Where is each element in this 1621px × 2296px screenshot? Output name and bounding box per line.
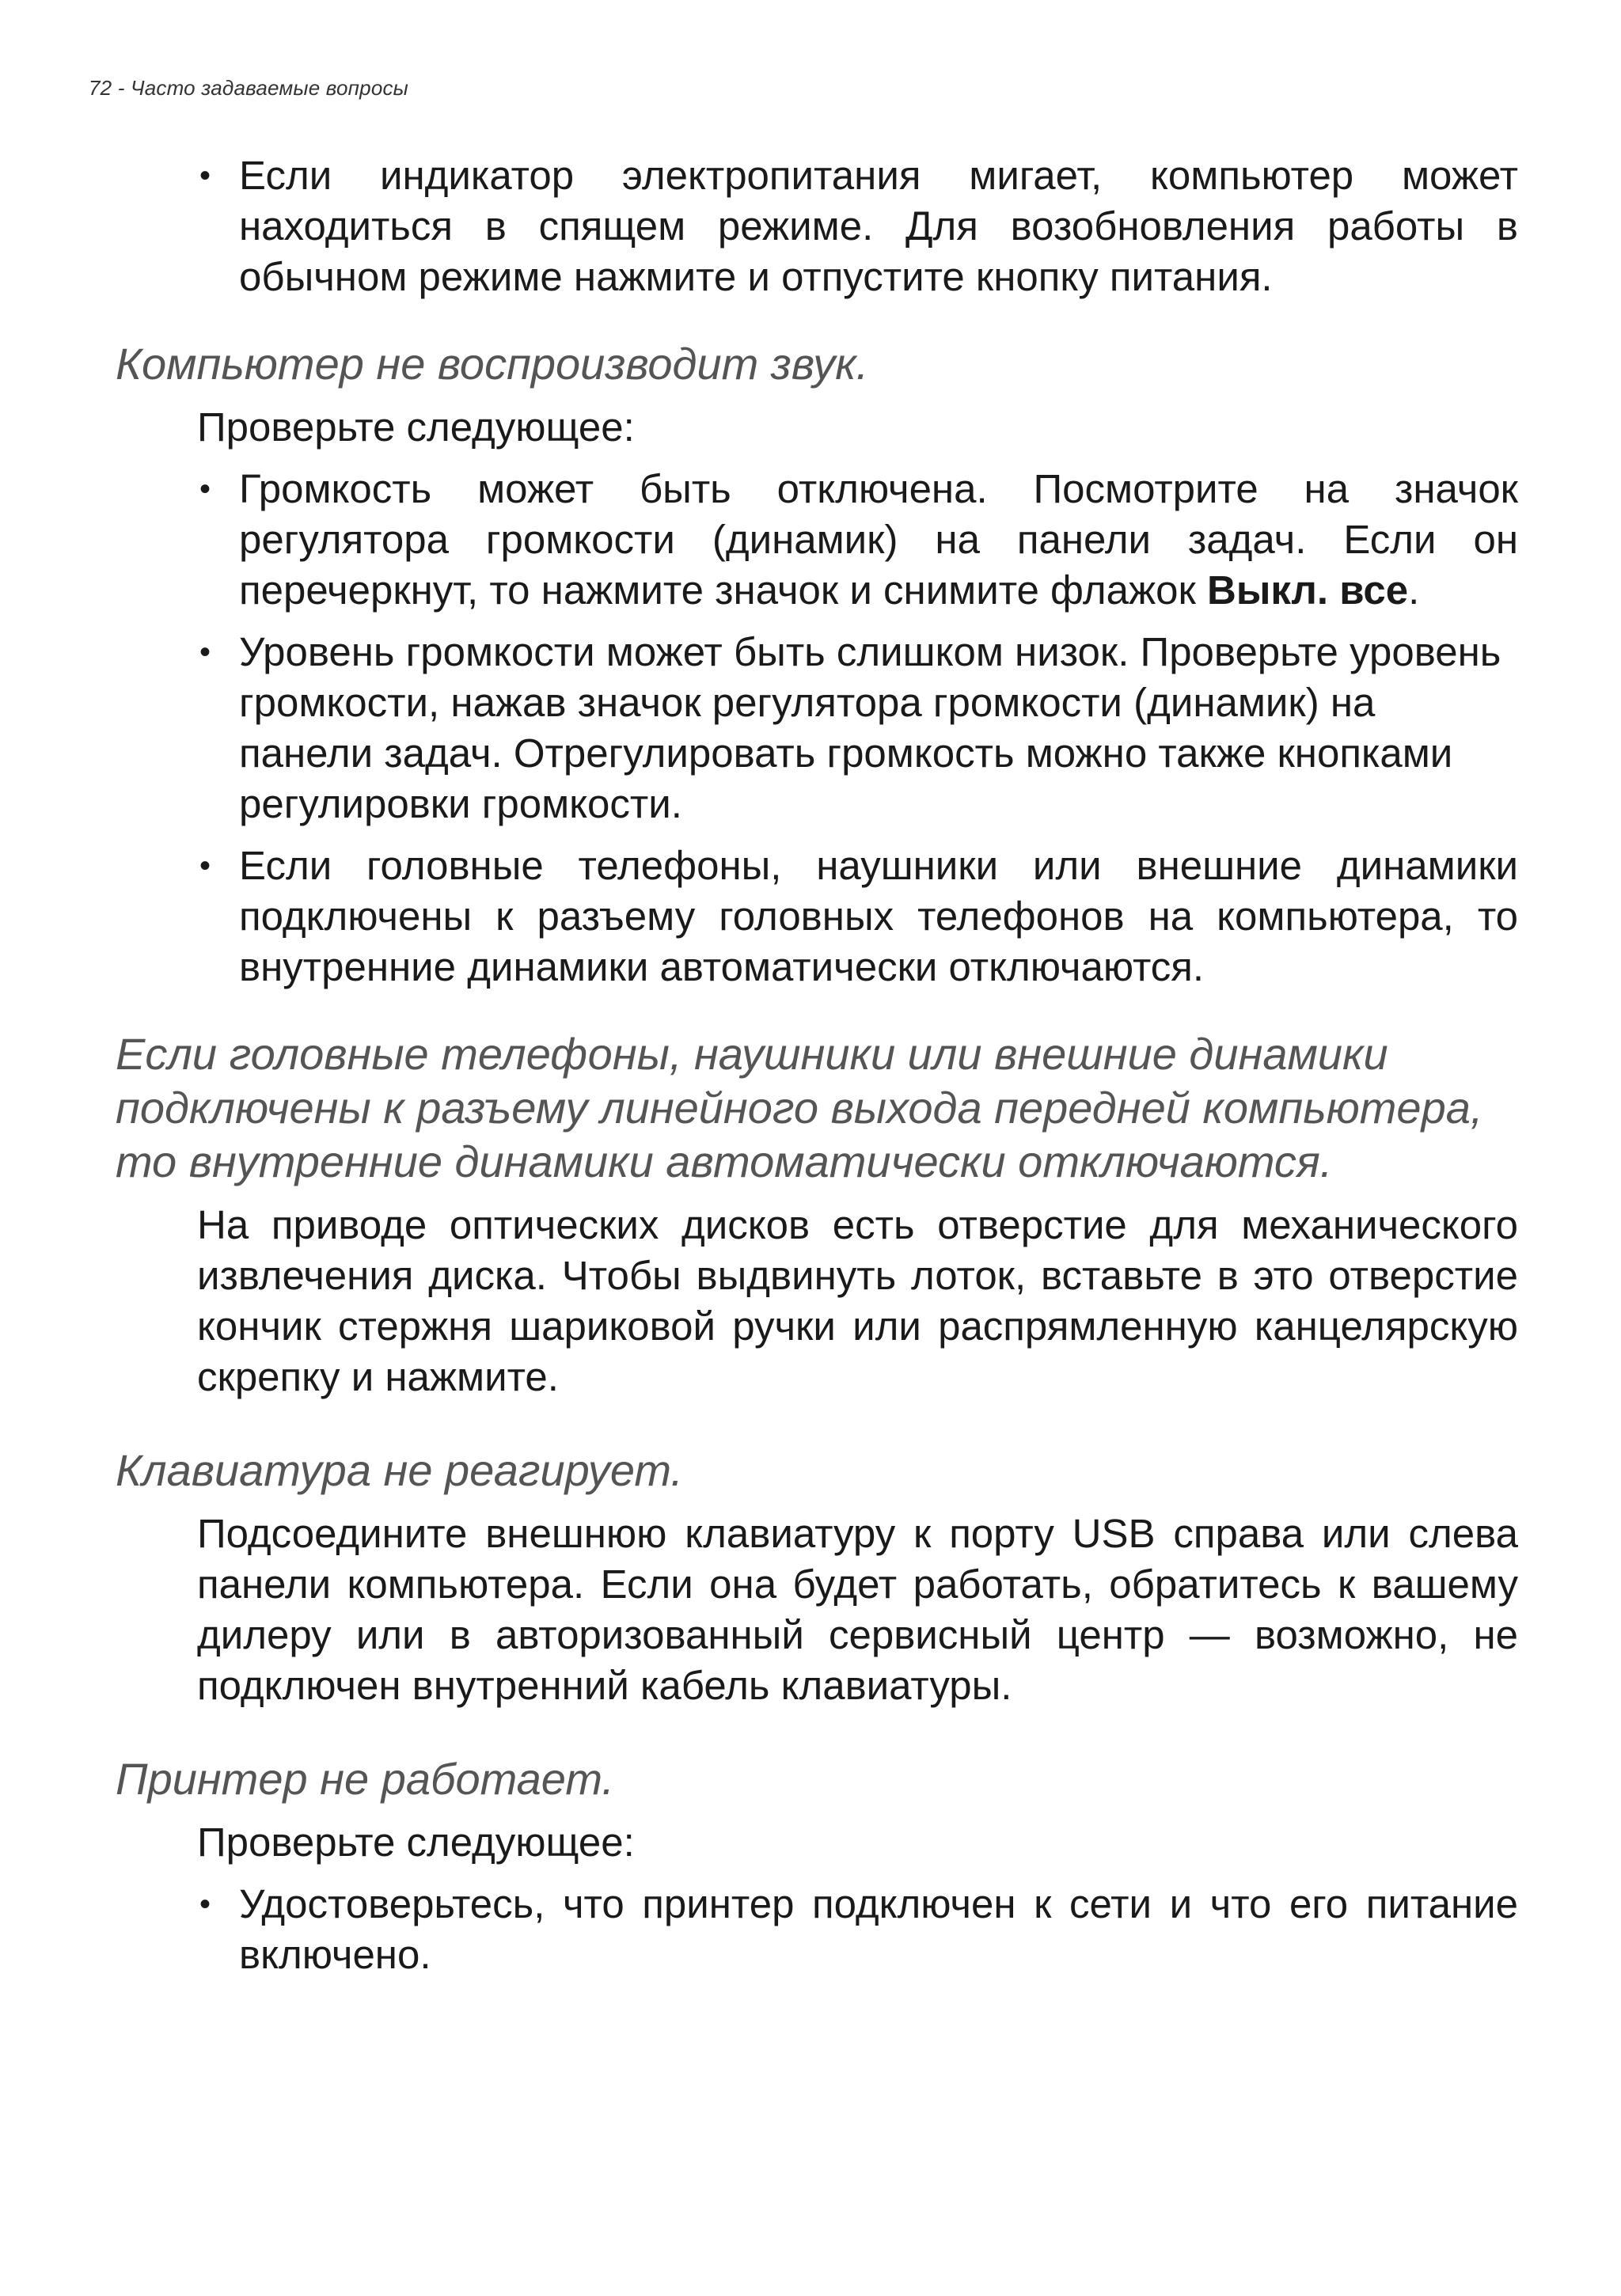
section-heading-printer: Принтер не работает. bbox=[116, 1754, 614, 1804]
section-body-text: Подсоедините внешнюю клавиатуру к порту USB справа или слева панели компьютера. Если она будет работать, обратитесь к вашему дилеру или в авторизованный сервисный центр — возможно, не подключен внутренний кабель клавиатуры. bbox=[197, 1511, 1518, 1708]
page-content bbox=[0, 150, 1621, 1980]
section-heading-no-sound: Компьютер не воспроизводит звук. bbox=[116, 339, 869, 389]
bullet-icon: • bbox=[199, 158, 211, 193]
section-lead-text: Проверьте следующее: bbox=[197, 404, 635, 450]
intro-bullet-list bbox=[0, 150, 1621, 302]
list-item bbox=[0, 1879, 1621, 1980]
printer-bullet-list bbox=[0, 1879, 1621, 1980]
section-heading-keyboard: Клавиатура не реагирует. bbox=[116, 1445, 683, 1495]
bullet-icon: • bbox=[199, 635, 211, 670]
list-item-text: Если индикатор электропитания мигает, компьютер может находиться в спящем режиме. Для возобновления работы в обычном режиме нажмите и отпустите кнопку питания. bbox=[239, 153, 1518, 299]
section-lead-text: Проверьте следующее: bbox=[197, 1820, 635, 1865]
mute-all-label: Выкл. все bbox=[1206, 567, 1409, 613]
running-header: 72 - Часто задаваемые вопросы bbox=[89, 76, 409, 100]
list-item-text: Громкость может быть отключена. Посмотрите на значок регулятора громкости (динамик) на панели задач. Если он перечеркнут, то нажмите значок и снимите флажок bbox=[239, 466, 1518, 613]
list-item-text: Уровень громкости может быть слишком низок. Проверьте уровень громкости, нажав значок регулятора громкости (динамик) на панели задач. Отрегулировать громкость можно также кнопками регулировки громкости. bbox=[239, 629, 1501, 826]
no-sound-bullet-list bbox=[0, 464, 1621, 992]
bullet-icon: • bbox=[199, 848, 211, 883]
section-heading-headphones: Если головные телефоны, наушники или внешние динамики подключены к разъему линейного выхода передней компьютера, то внутренние динамики автоматически отключаются. bbox=[116, 1029, 1483, 1186]
list-item bbox=[0, 464, 1621, 616]
list-item bbox=[0, 150, 1621, 302]
list-item-text: Удостоверьтесь, что принтер подключен к сети и что его питание включено. bbox=[239, 1881, 1518, 1977]
list-item-text: Если головные телефоны, наушники или внешние динамики подключены к разъему головных телефонов на компьютера, то внутренние динамики автоматически отключаются. bbox=[239, 843, 1518, 989]
bullet-icon: • bbox=[199, 1887, 211, 1922]
section-body-text: На приводе оптических дисков есть отверстие для механического извлечения диска. Чтобы выдвинуть лоток, вставьте в это отверстие кончик стержня шариковой ручки или распрямленную канцелярскую скрепку и нажмите. bbox=[197, 1202, 1518, 1399]
list-item bbox=[0, 627, 1621, 829]
bullet-icon: • bbox=[199, 472, 211, 507]
list-item bbox=[0, 841, 1621, 992]
list-item-tail: . bbox=[1408, 567, 1420, 613]
